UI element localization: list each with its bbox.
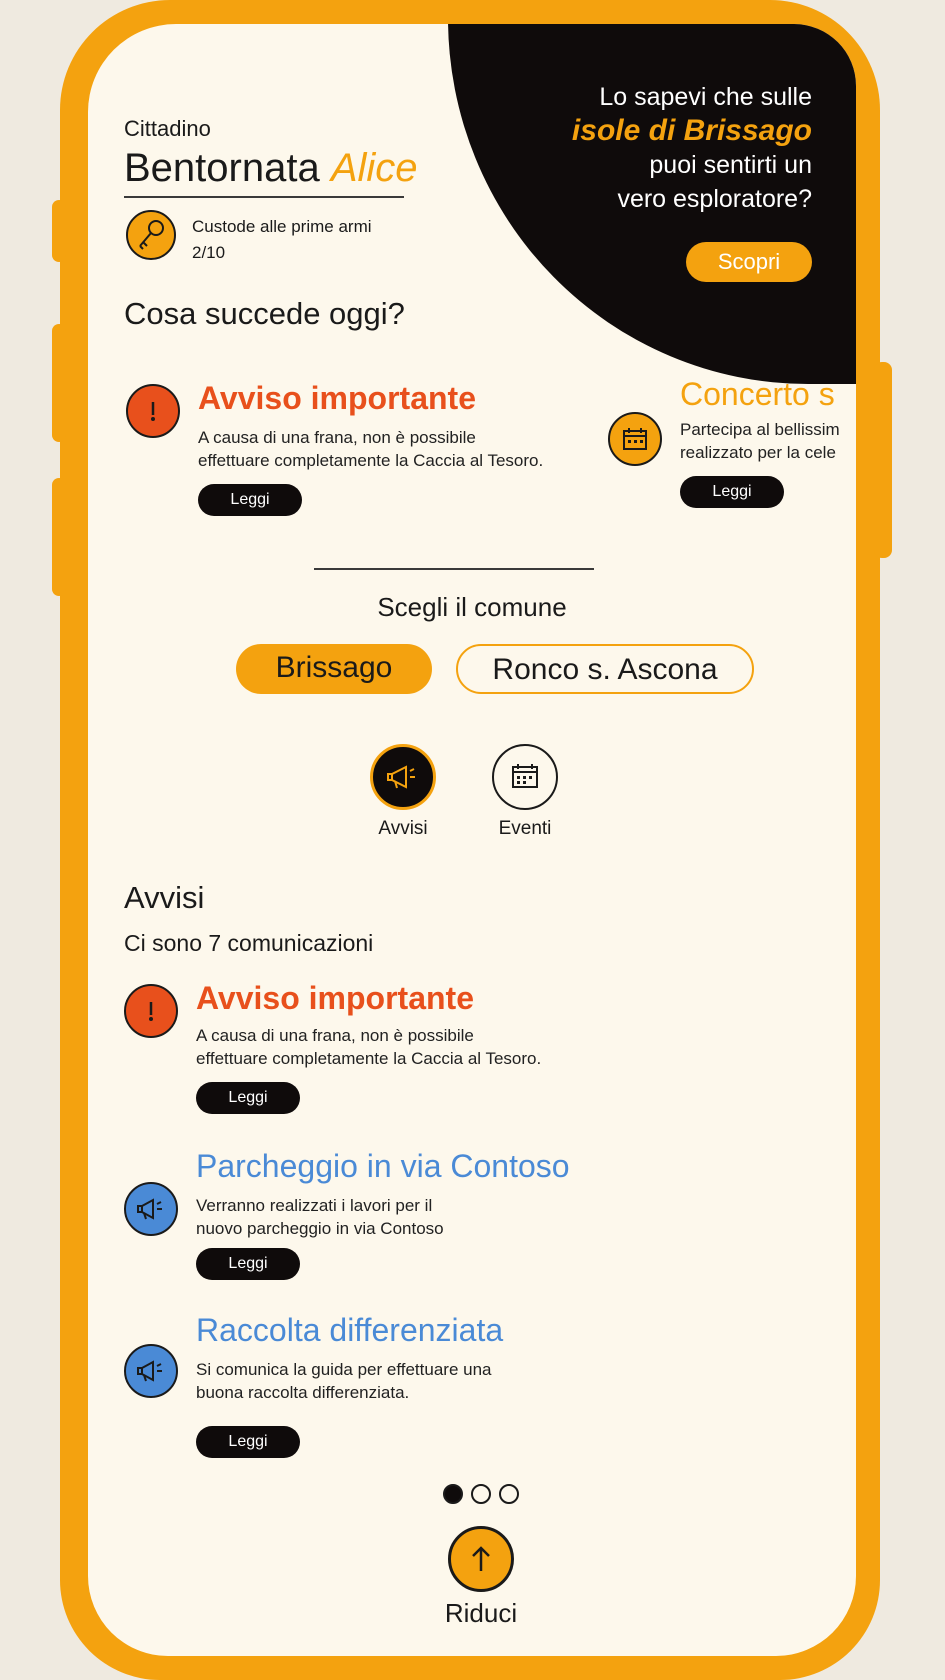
key-icon <box>126 210 176 260</box>
avviso-desc-line: nuovo parcheggio in via Contoso <box>196 1219 444 1238</box>
today-card-desc <box>198 426 543 472</box>
avvisi-count: Ci sono 7 comunicazioni <box>124 930 374 956</box>
today-card-desc-line: effettuare completamente la Caccia al Tesoro. <box>198 451 544 470</box>
avviso-desc-line: effettuare completamente la Caccia al Tesoro. <box>196 1049 542 1068</box>
comune-option-ronco[interactable]: Ronco s. Ascona <box>456 644 754 694</box>
header-divider <box>124 196 404 198</box>
riduci-label: Riduci <box>444 1598 518 1628</box>
promo-text <box>572 80 812 216</box>
avviso-title: Parcheggio in via Contoso <box>196 1148 570 1184</box>
leggi-button[interactable]: Leggi <box>196 1248 300 1280</box>
today-card-desc-line: Partecipa al bellissim <box>680 420 840 439</box>
category-label: Avvisi <box>378 818 428 839</box>
avviso-desc <box>196 1024 541 1070</box>
today-card-desc-line: A causa di una frana, non è possibile <box>198 428 476 447</box>
avviso-desc <box>196 1194 444 1240</box>
today-card-title: Avviso importante <box>198 380 476 416</box>
comune-label: Scegli il comune <box>377 592 567 622</box>
badge-title: Custode alle prime armi <box>192 217 372 236</box>
phone-side-button <box>52 200 66 262</box>
today-card-desc <box>680 418 840 464</box>
alert-icon <box>124 984 178 1038</box>
category-label: Eventi <box>498 818 552 839</box>
avviso-desc-line: A causa di una frana, non è possibile <box>196 1026 474 1045</box>
alert-icon <box>126 384 180 438</box>
promo-line: Lo sapevi che sulle <box>599 83 812 111</box>
scopri-button[interactable]: Scopri <box>686 242 812 282</box>
phone-side-button <box>874 362 892 558</box>
megaphone-icon <box>124 1344 178 1398</box>
avvisi-title: Avvisi <box>124 880 205 915</box>
avviso-title: Avviso importante <box>196 980 474 1016</box>
leggi-button[interactable]: Leggi <box>680 476 784 508</box>
leggi-button[interactable]: Leggi <box>198 484 302 516</box>
pagination-dot-active[interactable] <box>443 1484 463 1504</box>
user-role: Cittadino <box>124 116 211 141</box>
section-divider <box>314 568 594 570</box>
promo-line: vero esploratore? <box>617 185 812 213</box>
calendar-icon[interactable] <box>492 744 558 810</box>
pagination-dot[interactable] <box>499 1484 519 1504</box>
arrow-up-icon[interactable] <box>448 1526 514 1592</box>
phone-side-button <box>52 324 66 442</box>
calendar-icon <box>608 412 662 466</box>
today-card-title: Concerto s <box>680 376 835 412</box>
leggi-button[interactable]: Leggi <box>196 1082 300 1114</box>
avviso-desc-line: Verranno realizzati i lavori per il <box>196 1196 433 1215</box>
badge-progress: 2/10 <box>192 243 226 262</box>
comune-option-brissago[interactable]: Brissago <box>236 644 432 694</box>
avviso-desc-line: Si comunica la guida per effettuare una <box>196 1360 492 1379</box>
badge-info <box>192 214 372 266</box>
user-name: Alice <box>330 146 418 190</box>
avviso-title: Raccolta differenziata <box>196 1312 504 1348</box>
pagination-dot[interactable] <box>471 1484 491 1504</box>
phone-side-button <box>52 478 66 596</box>
promo-highlight: isole di Brissago <box>571 114 812 147</box>
welcome-title <box>124 146 418 191</box>
megaphone-icon <box>124 1182 178 1236</box>
app-screen <box>88 24 856 1656</box>
today-title: Cosa succede oggi? <box>124 296 405 331</box>
avviso-desc <box>196 1358 492 1404</box>
today-card-desc-line: realizzato per la cele <box>680 443 836 462</box>
avviso-desc-line: buona raccolta differenziata. <box>196 1383 410 1402</box>
megaphone-icon[interactable] <box>370 744 436 810</box>
leggi-button[interactable]: Leggi <box>196 1426 300 1458</box>
greeting-text: Bentornata <box>124 146 320 190</box>
promo-line: puoi sentirti un <box>649 151 812 179</box>
